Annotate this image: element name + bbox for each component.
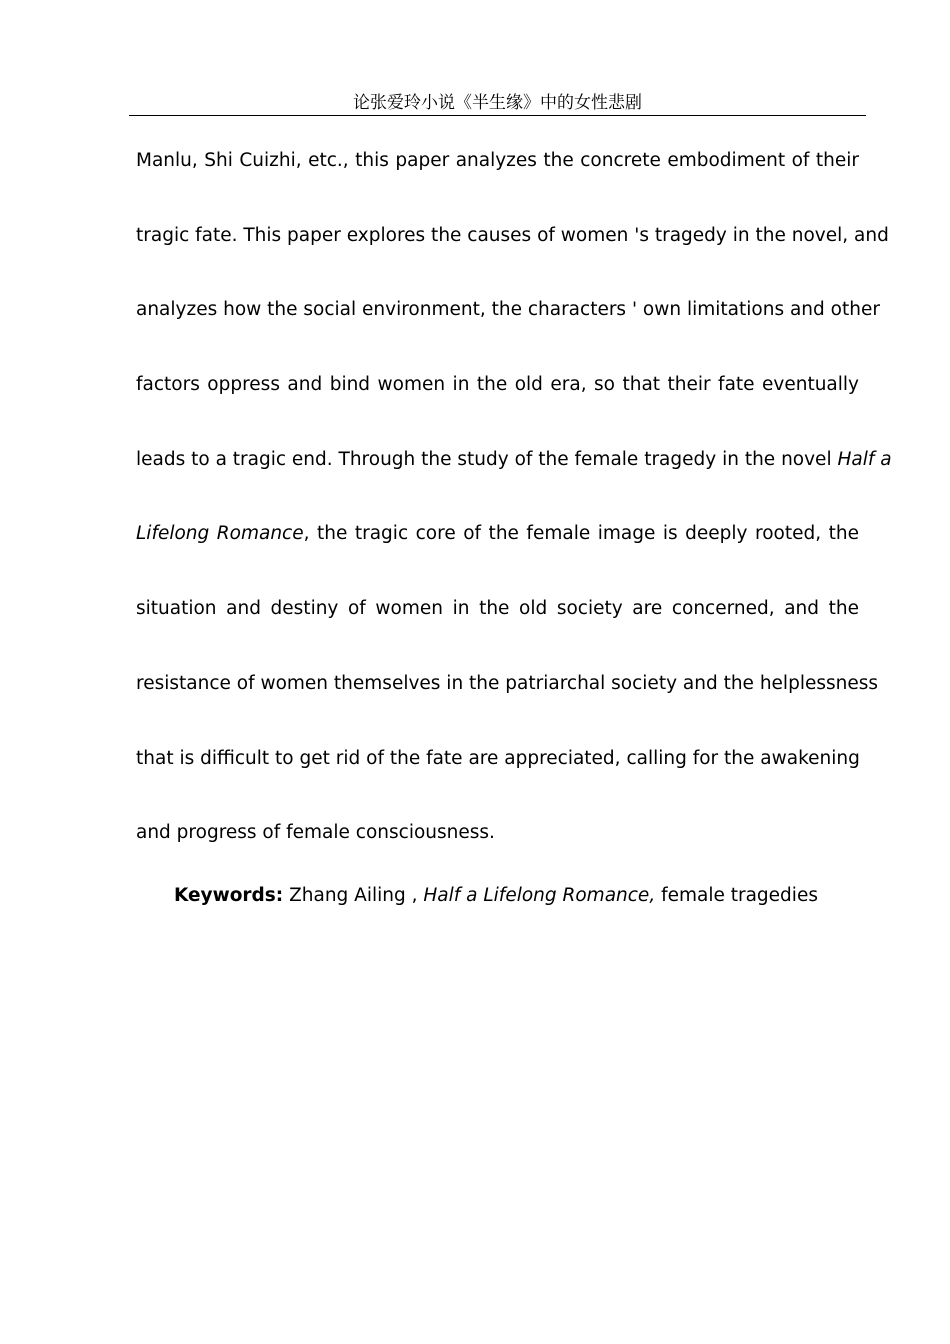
keywords-label: Keywords: (174, 885, 284, 906)
body-line-4: factors oppress and bind women in the old era, so that their fate eventually (136, 374, 859, 396)
body-line-8: resistance of women themselves in the patriarchal society and the helplessness (136, 672, 878, 694)
abstract-body (136, 124, 892, 871)
keyword-topic: female tragedies (655, 885, 818, 906)
body-line-2: tragic fate. This paper explores the causes of women 's tragedy in the novel, and (136, 224, 889, 246)
body-line-9: that is difficult to get rid of the fate are appreciated, calling for the awakening (136, 747, 860, 769)
running-header (129, 91, 866, 116)
novel-title-part-1: Half a (837, 448, 892, 470)
body-line-5 (136, 423, 892, 498)
body-line-5-text: leads to a tragic end. Through the study of the female tragedy in the novel (136, 448, 838, 470)
body-line-6 (136, 497, 859, 572)
body-line-1: Manlu, Shi Cuizhi, etc., this paper analyzes the concrete embodiment of their (136, 150, 859, 171)
keyword-novel-title: Half a Lifelong Romance, (423, 885, 656, 906)
body-line-10: and progress of female consciousness. (136, 822, 495, 844)
keyword-author: Zhang Ailing , (283, 885, 424, 906)
header-title: 论张爱玲小说《半生缘》中的女性悲剧 (353, 93, 642, 113)
body-line-6-text: , the tragic core of the female image is deeply rooted, the (303, 523, 859, 545)
keywords-line (174, 882, 818, 910)
body-line-3: analyzes how the social environment, the characters ' own limitations and other (136, 299, 880, 321)
body-line-7: situation and destiny of women in the old society are concerned, and the (136, 598, 859, 620)
novel-title-part-2: Lifelong Romance (136, 523, 304, 545)
